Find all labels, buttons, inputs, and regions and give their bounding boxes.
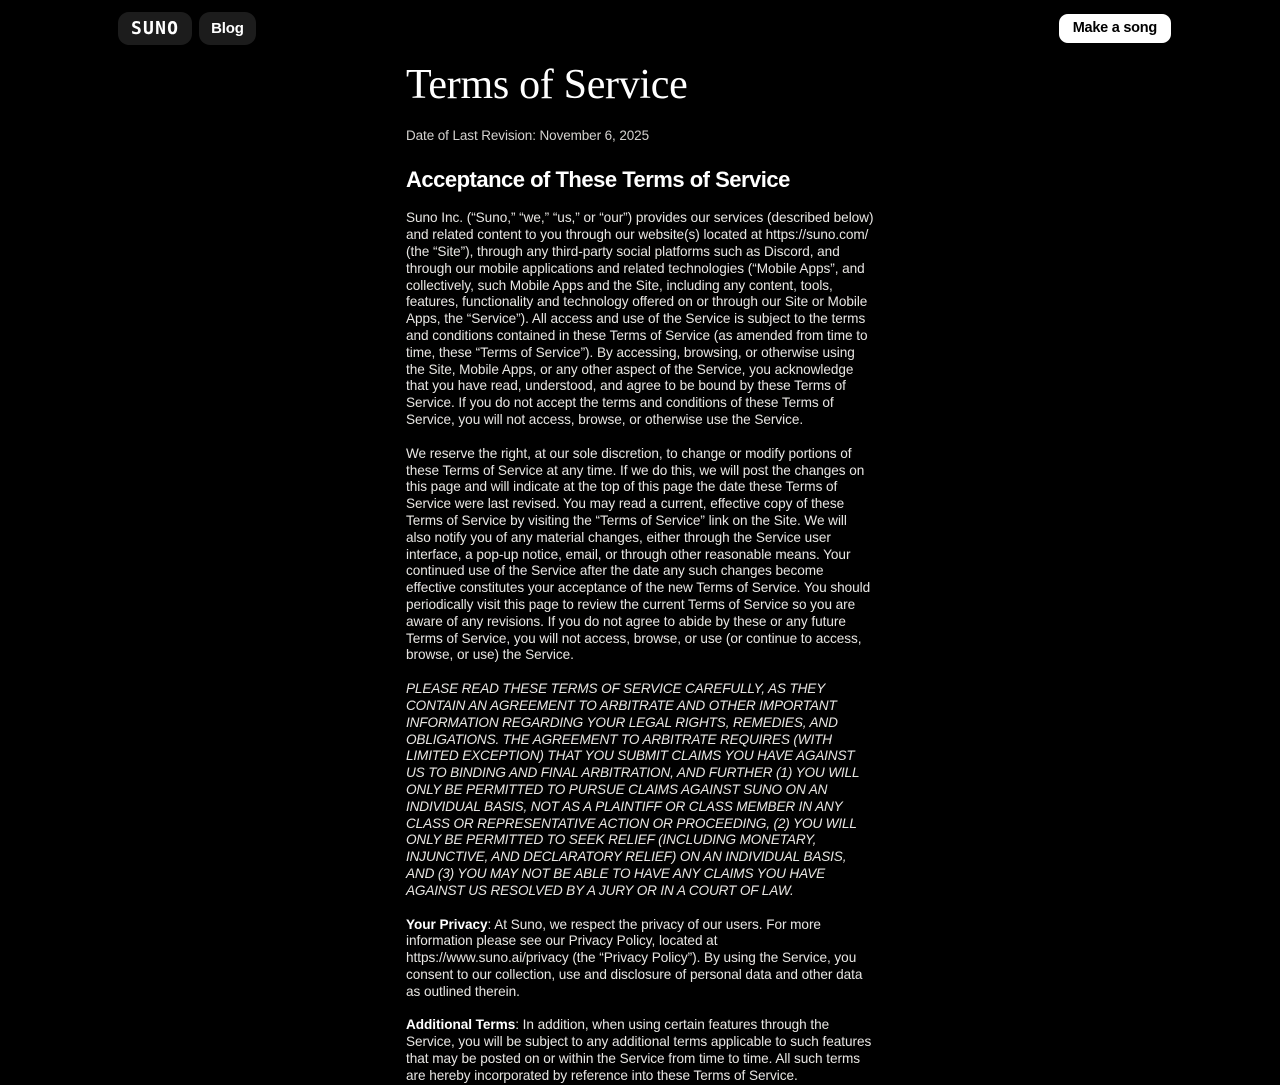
additional-terms-lead-in: Additional Terms xyxy=(406,1017,516,1033)
paragraph-modifications: We reserve the right, at our sole discretion, to change or modify portions of these Terms of Service at any time. If we do this, we will post the changes on this page and will indicate at the top of this page the date these Terms of Service were last revised. You may read a current, effective copy of these Terms of Service by visiting the “Terms of Service” link on the Site. We will also notify you of any material changes, either through the Service user interface, a pop-up notice, email, or through other reasonable means. Your continued use of the Service after the date any such changes become effective constitutes your acceptance of the new Terms of Service. You should periodically visit this page to review the current Terms of Service so you are aware of any revisions. If you do not agree to abide by these or any future Terms of Service, you will not access, browse, or use (or continue to access, browse, or use) the Service. xyxy=(406,445,871,663)
paragraph-arbitration-notice: PLEASE READ THESE TERMS OF SERVICE CAREFULLY, AS THEY CONTAIN AN AGREEMENT TO ARBITRATE AND OTHER IMPORTANT INFORMATION REGARDING YOUR LEGAL RIGHTS, REMEDIES, AND OBLIGATIONS. THE AGREEMENT TO ARBITRATE REQUIRES (WITH LIMITED EXCEPTION) THAT YOU SUBMIT CLAIMS YOU HAVE AGAINST US TO BINDING AND FINAL ARBITRATION, AND FURTHER (1) YOU WILL ONLY BE PERMITTED TO PURSUE CLAIMS AGAINST SUNO ON AN INDIVIDUAL BASIS, NOT AS A PLAINTIFF OR CLASS MEMBER IN ANY CLASS OR REPRESENTATIVE ACTION OR PROCEEDING, (2) YOU WILL ONLY BE PERMITTED TO SEEK RELIEF (INCLUDING MONETARY, INJUNCTIVE, AND DECLARATORY RELIEF) ON AN INDIVIDUAL BASIS, AND (3) YOU MAY NOT BE ABLE TO HAVE ANY CLAIMS YOU HAVE AGAINST US RESOLVED BY A JURY OR IN A COURT OF LAW. xyxy=(406,681,860,898)
suno-logo-button[interactable] xyxy=(118,12,192,45)
primary-navigation xyxy=(118,12,256,45)
paragraph-additional-terms xyxy=(406,1017,874,1084)
suno-logo-text: SUNO xyxy=(131,17,180,39)
make-a-song-button[interactable]: Make a song xyxy=(1059,14,1171,43)
nav-link-blog-label: Blog xyxy=(211,20,244,37)
your-privacy-body: : At Suno, we respect the privacy of our users. For more information please see our Privacy Policy, located at https://www.suno.ai/privacy (the “Privacy Policy”). By using the Service, you consent to our collection, use and disclosure of personal data and other data as outlined therein. xyxy=(406,916,863,999)
additional-terms-body: : In addition, when using certain features through the Service, you will be subject to any additional terms applicable to such features that may be posted on or within the Service from time to time. All such terms are hereby incorporated by reference into these Terms of Service. xyxy=(406,1017,872,1083)
your-privacy-lead-in: Your Privacy xyxy=(406,916,488,932)
site-header xyxy=(0,0,1280,57)
section-heading-acceptance: Acceptance of These Terms of Service xyxy=(406,166,790,192)
nav-link-blog[interactable] xyxy=(199,12,256,45)
paragraph-intro: Suno Inc. (“Suno,” “we,” “us,” or “our”) provides our services (described below) and related content to you through our website(s) located at https://suno.com/ (the “Site”), through any third-party social platforms such as Discord, and through our mobile applications and related technologies (“Mobile Apps”, and collectively, such Mobile Apps and the Site, including any content, tools, features, functionality and technology offered on or through our Site or Mobile Apps, the “Service”). All access and use of the Service is subject to the terms and conditions contained in these Terms of Service (as amended from time to time, these “Terms of Service”). By accessing, browsing, or otherwise using the Site, Mobile Apps, or any other aspect of the Service, you acknowledge that you have read, understood, and agree to be bound by these Terms of Service. If you do not accept the terms and conditions of these Terms of Service, you will not access, browse, or otherwise use the Service. xyxy=(406,210,874,427)
document-content xyxy=(406,0,874,1085)
page-title: Terms of Service xyxy=(406,62,688,108)
last-revision-date: Date of Last Revision: November 6, 2025 xyxy=(406,128,649,144)
paragraph-your-privacy xyxy=(406,917,874,1001)
